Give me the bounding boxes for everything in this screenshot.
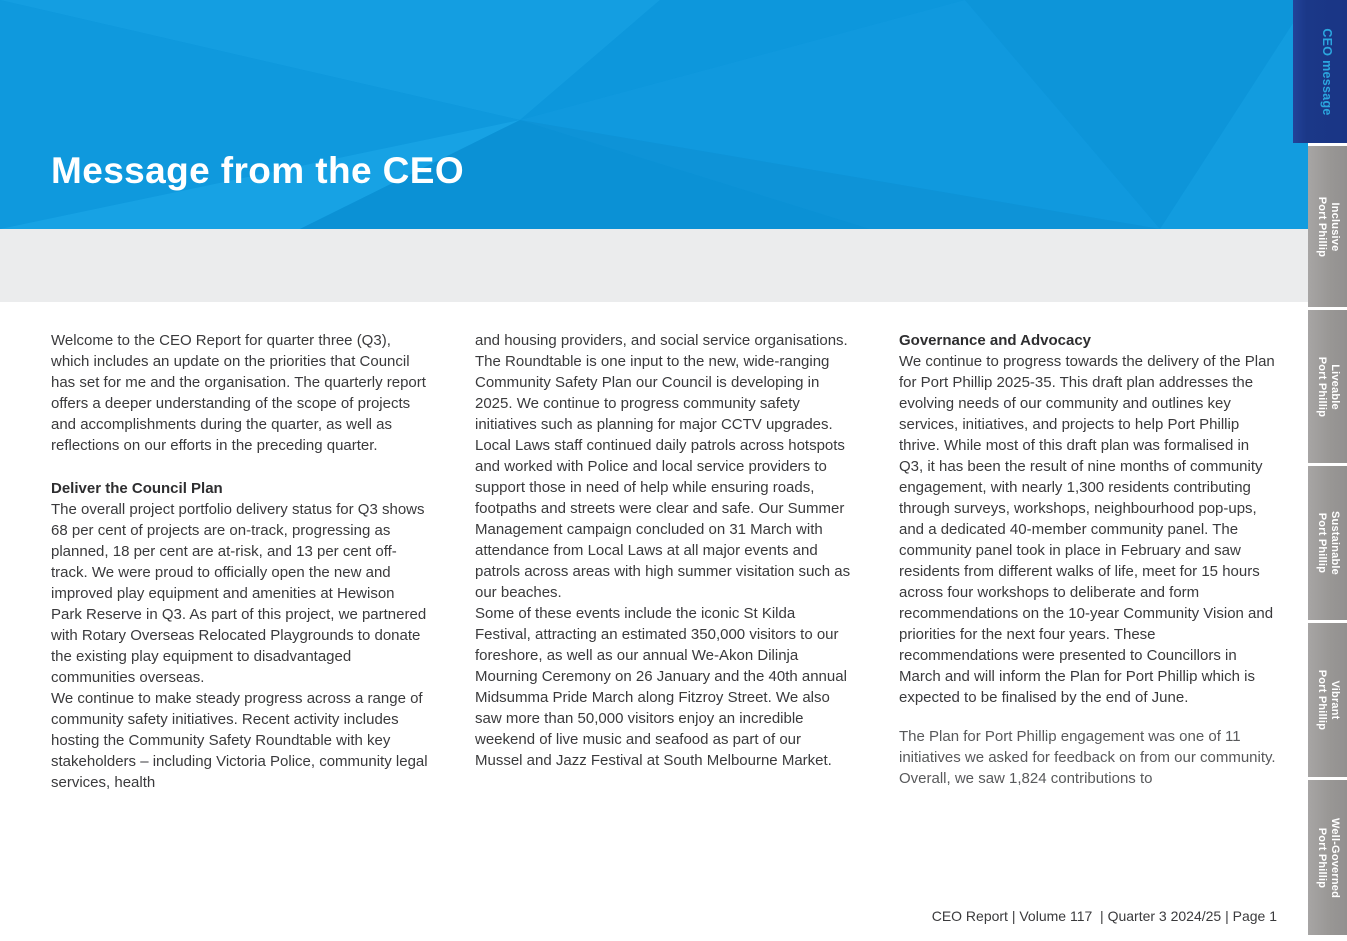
tab-label-line: Vibrant (1328, 680, 1341, 720)
tab-label-line: Port Phillip (1315, 669, 1328, 731)
low-poly-background (0, 0, 1308, 229)
section-heading-governance-advocacy: Governance and Advocacy (899, 332, 1092, 349)
tab-label-line: Well-Governed (1328, 817, 1341, 898)
tab-label-line: Liveable (1328, 363, 1341, 410)
text-column-2 (475, 330, 852, 793)
body-paragraph: The overall project portfolio delivery status for Q3 shows 68 per cent of projects are on-track, progressing as planned, 18 per cent are at-risk, and 13 per cent off-track. We were proud to officially open the new and improved play equipment and amenities at Hewison Park Reserve in Q3. As part of this project, we partnered with Rotary Overseas Relocated Playgrounds to donate the existing play equipment to disadvantaged communities overseas. (51, 501, 427, 686)
tab-ceo-message-label: CEO message (1320, 27, 1334, 116)
text-column-1 (51, 330, 428, 793)
tab-label-line: Port Phillip (1315, 512, 1328, 574)
tab-label-line: Inclusive (1328, 202, 1341, 251)
tab-sustainable-port-phillip[interactable] (1308, 466, 1347, 620)
tab-label-line: Port Phillip (1315, 827, 1328, 888)
tab-vibrant-port-phillip[interactable] (1308, 623, 1347, 777)
section-heading-deliver-council-plan: Deliver the Council Plan (51, 480, 223, 497)
header-subband (0, 229, 1308, 302)
tab-label-line: Port Phillip (1315, 356, 1328, 417)
tab-well-governed-port-phillip[interactable] (1308, 780, 1347, 935)
text-column-3 (899, 330, 1276, 793)
body-paragraph: We continue to make steady progress across a range of community safety initiatives. Recent activity includes hosting the Community Safety Roundtable with key stakeholders – including Victoria Police, community legal services, health (51, 690, 428, 791)
tab-liveable-port-phillip[interactable] (1308, 310, 1347, 463)
body-paragraph: Welcome to the CEO Report for quarter three (Q3), which includes an update on the priorities that Council has set for me and the organisation. The quarterly report offers a deeper understanding of the scope of projects and accomplishments during the quarter, as well as reflections on our efforts in the preceding quarter. (51, 332, 426, 454)
tab-ceo-message[interactable] (1293, 0, 1347, 143)
body-paragraph: Some of these events include the iconic St Kilda Festival, attracting an estimated 350,000 visitors to our foreshore, as well as our annual We-Akon Dilinja Mourning Ceremony on 26 January and the 40th annual Midsumma Pride March along Fitzroy Street. We also saw more than 50,000 visitors enjoy an incredible weekend of live music and seafood as part of our Mussel and Jazz Festival at South Melbourne Market. (475, 605, 847, 769)
tab-inclusive-port-phillip[interactable] (1308, 146, 1347, 307)
body-paragraph-muted: The Plan for Port Phillip engagement was one of 11 initiatives we asked for feedback on from our community. Overall, we saw 1,824 contributions to (899, 728, 1276, 787)
header-banner (0, 0, 1308, 229)
page-title: Message from the CEO (51, 150, 465, 191)
body-paragraph: We continue to progress towards the delivery of the Plan for Port Phillip 2025-35. This draft plan addresses the evolving needs of our community and outlines key services, initiatives, and projects to help Port Phillip thrive. While most of this draft plan was formalised in Q3, it has been the result of nine months of community engagement, with nearly 1,300 residents contributing through surveys, workshops, neighbourhood pop-ups, and a dedicated 40-member community panel. The community panel took in place in February and saw residents from different walks of life, meet for 15 hours across four workshops to deliberate and form recommendations on the 10-year Community Vision and priorities for the next four years. These recommendations were presented to Councillors in March and will inform the Plan for Port Phillip which is expected to be finalised by the end of June. (899, 353, 1275, 706)
report-body (51, 330, 1277, 793)
tab-label-line: Port Phillip (1315, 196, 1328, 257)
tab-label-line: Sustainable (1328, 511, 1341, 575)
body-paragraph: and housing providers, and social service organisations. The Roundtable is one input to the new, wide-ranging Community Safety Plan our Council is developing in 2025. We continue to progress community safety initiatives such as planning for major CCTV upgrades. Local Laws staff continued daily patrols across hotspots and worked with Police and local service providers to support those in need of help while ensuring roads, footpaths and streets were clear and safe. Our Summer Management campaign concluded on 31 March with attendance from Local Laws at all major events and patrols across areas with high summer visitation such as our beaches. (475, 332, 851, 601)
page-footer: CEO Report | Volume 117 | Quarter 3 2024/25 | Page 1 (931, 908, 1277, 924)
